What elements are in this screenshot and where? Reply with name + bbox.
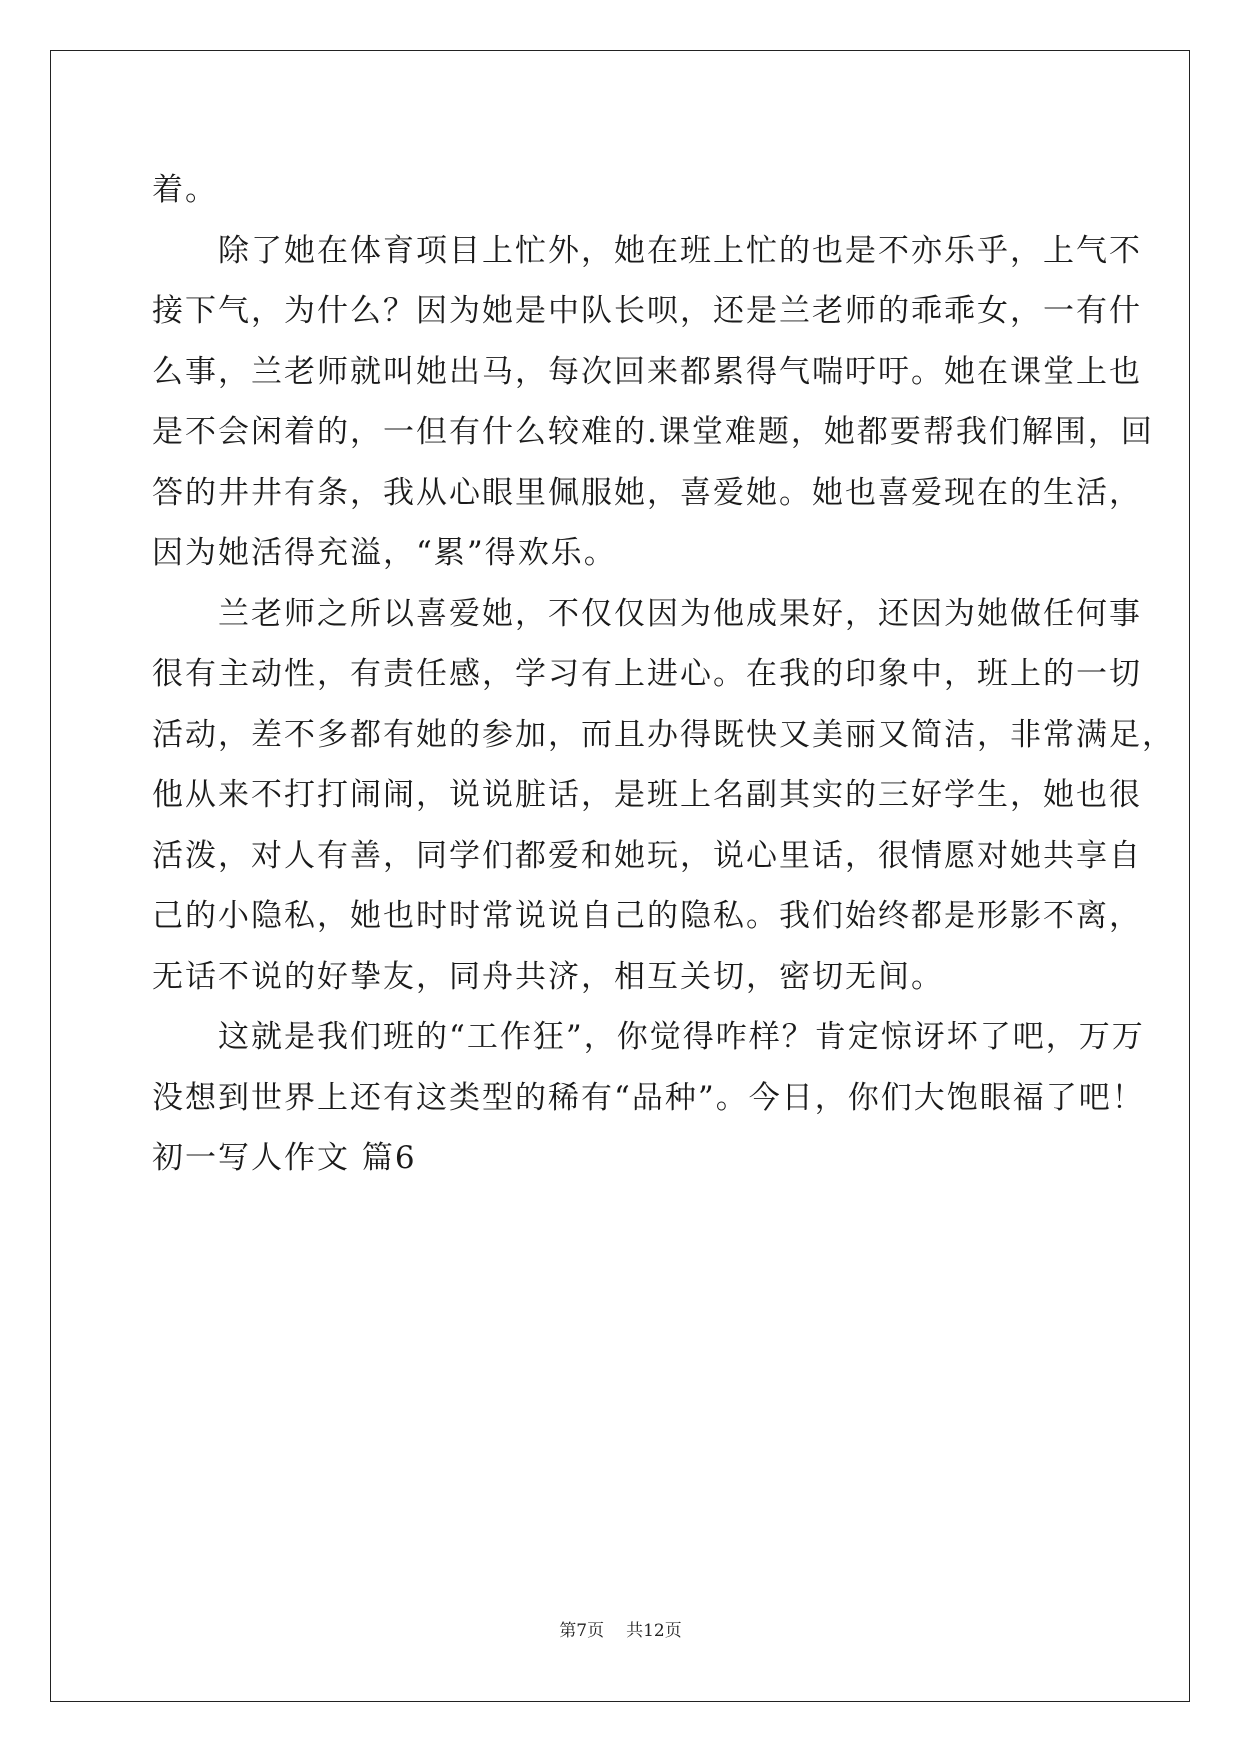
text-line: 无话不说的好挚友，同舟共济，相互关切，密切无间。 (152, 958, 944, 995)
text-line: 因为她活得充溢，“累”得欢乐。 (152, 535, 617, 571)
page-number-current: 第7页 (559, 1621, 605, 1641)
text-line: 己的小隐私，她也时时常说说自己的隐私。我们始终都是形影不离， (152, 898, 1142, 934)
section-heading: 初一写人作文 篇6 (152, 1140, 417, 1176)
document-body (152, 160, 1175, 1189)
text-line: 兰老师之所以喜爱她，不仅仅因为他成果好，还因为她做任何事 (152, 595, 1142, 632)
text-line: 这就是我们班的“工作狂”，你觉得咋样？肯定惊讶坏了吧，万万 (152, 1019, 1145, 1055)
text-line: 活动，差不多都有她的参加，而且办得既快又美丽又简洁，非常满足， (152, 716, 1175, 753)
text-line: 答的井井有条，我从心眼里佩服她，喜爱她。她也喜爱现在的生活， (152, 474, 1142, 511)
text-line: 是不会闲着的，一但有什么较难的.课堂难题，她都要帮我们解围，回 (152, 414, 1154, 450)
text-line: 活泼，对人有善，同学们都爱和她玩，说心里话，很情愿对她共享自 (152, 837, 1142, 874)
text-line: 很有主动性，有责任感，学习有上进心。在我的印象中，班上的一切 (152, 656, 1142, 692)
page-number-total: 共12页 (626, 1621, 682, 1641)
page-footer (0, 1616, 1241, 1641)
text-line: 除了她在体育项目上忙外，她在班上忙的也是不亦乐乎，上气不 (152, 232, 1142, 269)
text-line: 没想到世界上还有这类型的稀有“品种”。今日，你们大饱眼福了吧！ (152, 1079, 1145, 1116)
text-line: 他从来不打打闹闹，说说脏话，是班上名副其实的三好学生，她也很 (152, 777, 1142, 813)
text-line: 么事，兰老师就叫她出马，每次回来都累得气喘吁吁。她在课堂上也 (152, 353, 1142, 390)
text-line: 着。 (152, 172, 218, 208)
text-line: 接下气，为什么？因为她是中队长呗，还是兰老师的乖乖女，一有什 (152, 293, 1142, 329)
